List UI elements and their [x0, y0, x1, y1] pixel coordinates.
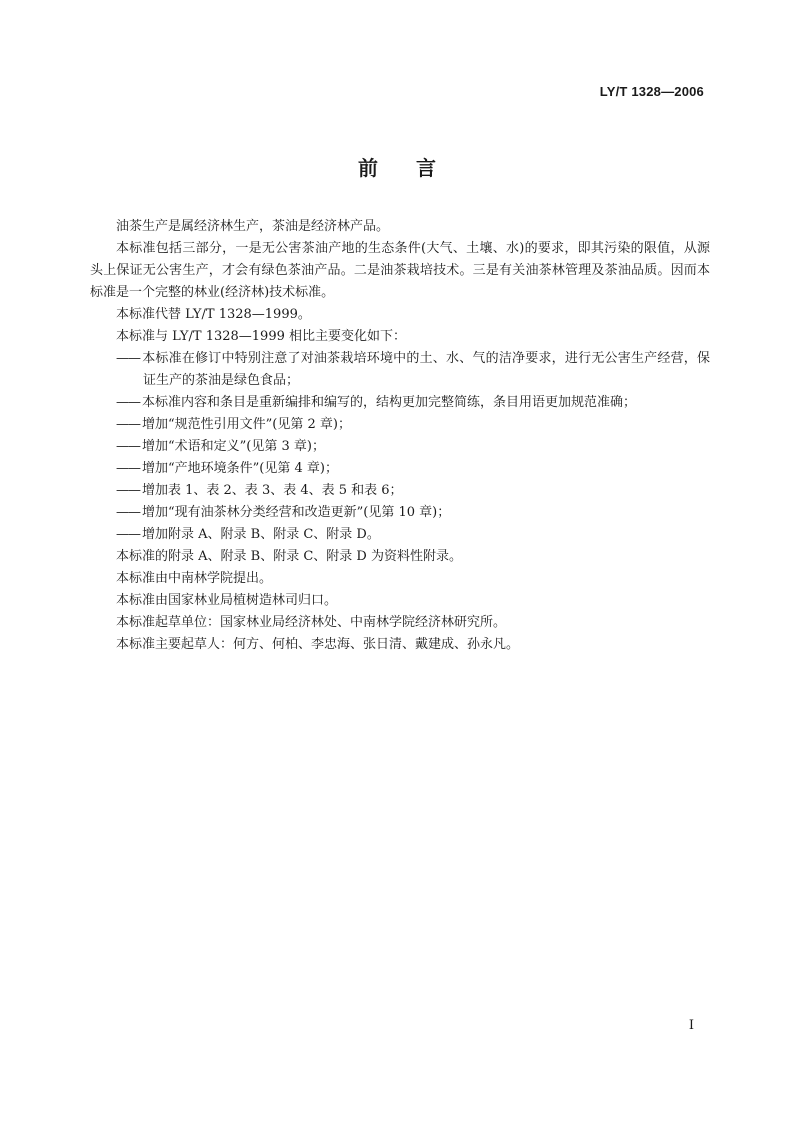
change-item	[90, 524, 710, 546]
dash-mark: ——	[116, 417, 140, 432]
dash-mark: ——	[116, 439, 140, 454]
change-item	[90, 414, 710, 436]
paragraph-drafting-units: 本标准起草单位：国家林业局经济林处、中南林学院经济林研究所。	[116, 615, 507, 630]
change-item-text: 本标准在修订中特别注意了对油茶栽培环境中的土、水、气的洁净要求，进行无公害生产经营，保证生产的茶油是绿色食品；	[142, 351, 710, 388]
page-title	[0, 152, 794, 181]
title-char-2: 言	[416, 156, 436, 180]
paragraph-replaces: 本标准代替 LY/T 1328—1999。	[116, 307, 311, 322]
dash-mark: ——	[116, 461, 140, 476]
dash-mark: ——	[116, 505, 140, 520]
change-item-text: 增加“术语和定义”(见第 3 章)；	[142, 439, 325, 454]
dash-mark: ——	[116, 483, 140, 498]
paragraph-administered-by: 本标准由国家林业局植树造林司归口。	[116, 593, 338, 608]
paragraph-appendix-note: 本标准的附录 A、附录 B、附录 C、附录 D 为资料性附录。	[116, 549, 462, 564]
foreword-body	[90, 216, 710, 656]
page-number: I	[688, 1018, 694, 1033]
paragraph-drafters: 本标准主要起草人：何方、何柏、李忠海、张日清、戴建成、孙永凡。	[116, 637, 520, 652]
dash-mark: ——	[116, 395, 140, 410]
dash-mark: ——	[116, 351, 140, 366]
change-item-text: 增加“产地环境条件”(见第 4 章)；	[142, 461, 338, 476]
change-item	[90, 480, 710, 502]
change-item	[90, 436, 710, 458]
change-item	[90, 458, 710, 480]
change-item	[90, 392, 710, 414]
paragraph-intro: 油茶生产是属经济林生产，茶油是经济林产品。	[116, 219, 390, 234]
change-item-text: 增加“现有油茶林分类经营和改造更新”(见第 10 章)；	[142, 505, 451, 520]
change-item-text: 增加附录 A、附录 B、附录 C、附录 D。	[142, 527, 380, 542]
paragraph-scope: 本标准包括三部分，一是无公害茶油产地的生态条件(大气、土壤、水)的要求，即其污染的限值，从源头上保证无公害生产，才会有绿色茶油产品。二是油茶栽培技术。三是有关油茶林管理及茶油品质。因而本标准是一个完整的林业(经济林)技术标准。	[90, 241, 710, 300]
title-char-1: 前	[358, 156, 378, 180]
paragraph-proposed-by: 本标准由中南林学院提出。	[116, 571, 273, 586]
paragraph-changes-intro: 本标准与 LY/T 1328—1999 相比主要变化如下：	[116, 329, 406, 344]
change-item-text: 增加“规范性引用文件”(见第 2 章)；	[142, 417, 351, 432]
change-item	[90, 348, 710, 392]
standard-code: LY/T 1328—2006	[599, 84, 704, 99]
change-item-text: 本标准内容和条目是重新编排和编写的，结构更加完整简练，条目用语更加规范准确；	[142, 395, 637, 410]
dash-mark: ——	[116, 527, 140, 542]
change-item-text: 增加表 1、表 2、表 3、表 4、表 5 和表 6；	[142, 483, 403, 498]
change-item	[90, 502, 710, 524]
